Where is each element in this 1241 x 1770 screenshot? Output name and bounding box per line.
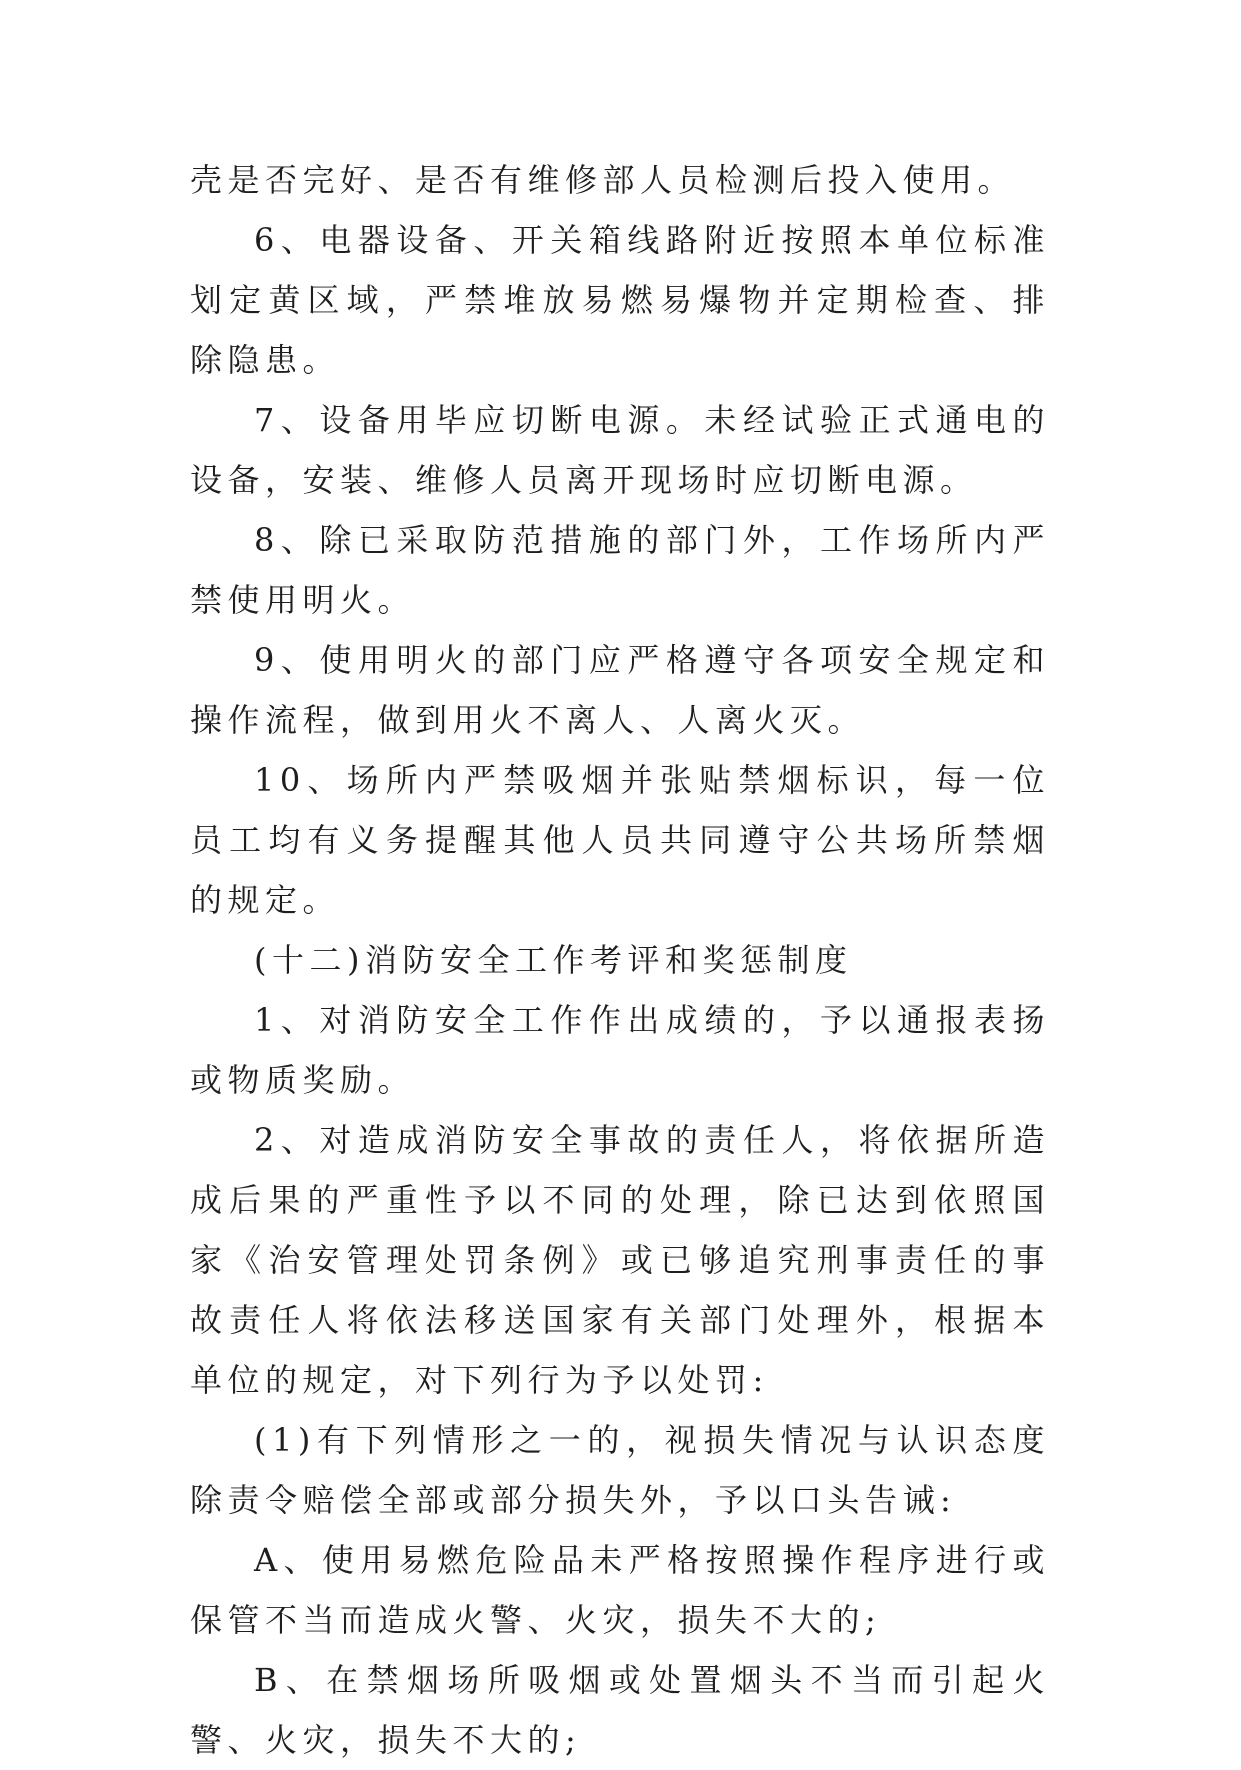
paragraph-item-10: 10、场所内严禁吸烟并张贴禁烟标识，每一位员工均有义务提醒其他人员共同遵守公共场所禁烟的规定。 xyxy=(190,761,1050,919)
paragraph-penalty-2: 2、对造成消防安全事故的责任人，将依据所造成后果的严重性予以不同的处理，除已达到依照国家《治安管理处罚条例》或已够追究刑事责任的事故责任人将依法移送国家有关部门处理外，根据本单位的规定，对下列行为予以处罚: xyxy=(190,1121,1050,1399)
paragraph-item-8: 8、除已采取防范措施的部门外，工作场所内严禁使用明火。 xyxy=(190,521,1050,619)
paragraph-case-b: B、在禁烟场所吸烟或处置烟头不当而引起火警、火灾，损失不大的; xyxy=(190,1661,1050,1759)
paragraph-item-6: 6、电器设备、开关箱线路附近按照本单位标准划定黄区域，严禁堆放易燃易爆物并定期检查、排除隐患。 xyxy=(190,221,1050,379)
document-body xyxy=(190,150,1050,1770)
section-heading: (十二)消防安全工作考评和奖惩制度 xyxy=(254,941,853,979)
paragraph-item-9: 9、使用明火的部门应严格遵守各项安全规定和操作流程，做到用火不离人、人离火灭。 xyxy=(190,641,1050,739)
paragraph-continuation: 壳是否完好、是否有维修部人员检测后投入使用。 xyxy=(190,161,1016,199)
paragraph-reward-1: 1、对消防安全工作作出成绩的，予以通报表扬或物质奖励。 xyxy=(190,1001,1050,1099)
paragraph-item-7: 7、设备用毕应切断电源。未经试验正式通电的设备，安装、维修人员离开现场时应切断电源。 xyxy=(190,401,1050,499)
paragraph-case-a: A、使用易燃危险品未严格按照操作程序进行或保管不当而造成火警、火灾，损失不大的; xyxy=(190,1541,1050,1639)
paragraph-subitem-1: (1)有下列情形之一的，视损失情况与认识态度除责令赔偿全部或部分损失外，予以口头告诫: xyxy=(190,1421,1050,1519)
